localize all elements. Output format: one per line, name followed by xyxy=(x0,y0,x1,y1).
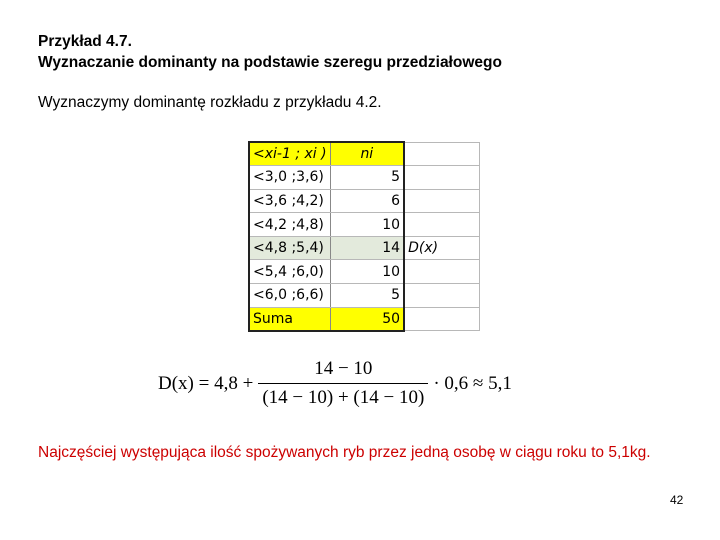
ni-cell: 10 xyxy=(330,213,404,237)
empty-cell xyxy=(404,166,479,190)
interval-cell: <3,0 ;3,6) xyxy=(249,166,330,190)
frequency-table xyxy=(248,141,480,332)
title-line-2: Wyznaczanie dominanty na podstawie szeregu przedziałowego xyxy=(38,54,502,71)
table-row xyxy=(249,260,479,284)
sum-value: 50 xyxy=(330,307,404,331)
empty-cell xyxy=(404,189,479,213)
intro-text: Wyznaczymy dominantę rozkładu z przykładu 4.2. xyxy=(38,94,382,111)
formula-rhs: · 0,6 ≈ 5,1 xyxy=(433,372,512,394)
header-interval: <xi-1 ; xi ) xyxy=(249,142,330,166)
empty-cell xyxy=(404,284,479,308)
formula-lhs: D(x) = 4,8 + xyxy=(158,372,254,394)
interval-cell: <4,8 ;5,4) xyxy=(249,236,330,260)
table-row xyxy=(249,166,479,190)
empty-cell xyxy=(404,260,479,284)
table-row xyxy=(249,189,479,213)
empty-cell xyxy=(404,142,479,166)
interval-cell: <3,6 ;4,2) xyxy=(249,189,330,213)
mode-marker: D(x) xyxy=(404,236,479,260)
page-number: 42 xyxy=(670,493,684,507)
sum-row xyxy=(249,307,479,331)
ni-cell: 5 xyxy=(330,284,404,308)
sum-label: Suma xyxy=(249,307,330,331)
slide-title xyxy=(38,31,502,73)
empty-cell xyxy=(404,307,479,331)
ni-cell: 14 xyxy=(330,236,404,260)
interval-cell: <5,4 ;6,0) xyxy=(249,260,330,284)
formula-numerator: 14 − 10 xyxy=(258,358,428,384)
formula-denominator: (14 − 10) + (14 − 10) xyxy=(262,387,425,408)
formula-fraction xyxy=(258,358,428,409)
interval-cell: <6,0 ;6,6) xyxy=(249,284,330,308)
empty-cell xyxy=(404,213,479,237)
modal-class-row xyxy=(249,236,479,260)
mode-formula xyxy=(158,358,512,409)
conclusion-text: Najczęściej występująca ilość spożywanych ryb przez jedną osobę w ciągu roku to 5,1kg. xyxy=(38,444,651,461)
table-row xyxy=(249,284,479,308)
header-ni: ni xyxy=(330,142,404,166)
interval-cell: <4,2 ;4,8) xyxy=(249,213,330,237)
title-line-1: Przykład 4.7. xyxy=(38,33,132,50)
ni-cell: 10 xyxy=(330,260,404,284)
table-header-row xyxy=(249,142,479,166)
ni-cell: 6 xyxy=(330,189,404,213)
table-row xyxy=(249,213,479,237)
ni-cell: 5 xyxy=(330,166,404,190)
